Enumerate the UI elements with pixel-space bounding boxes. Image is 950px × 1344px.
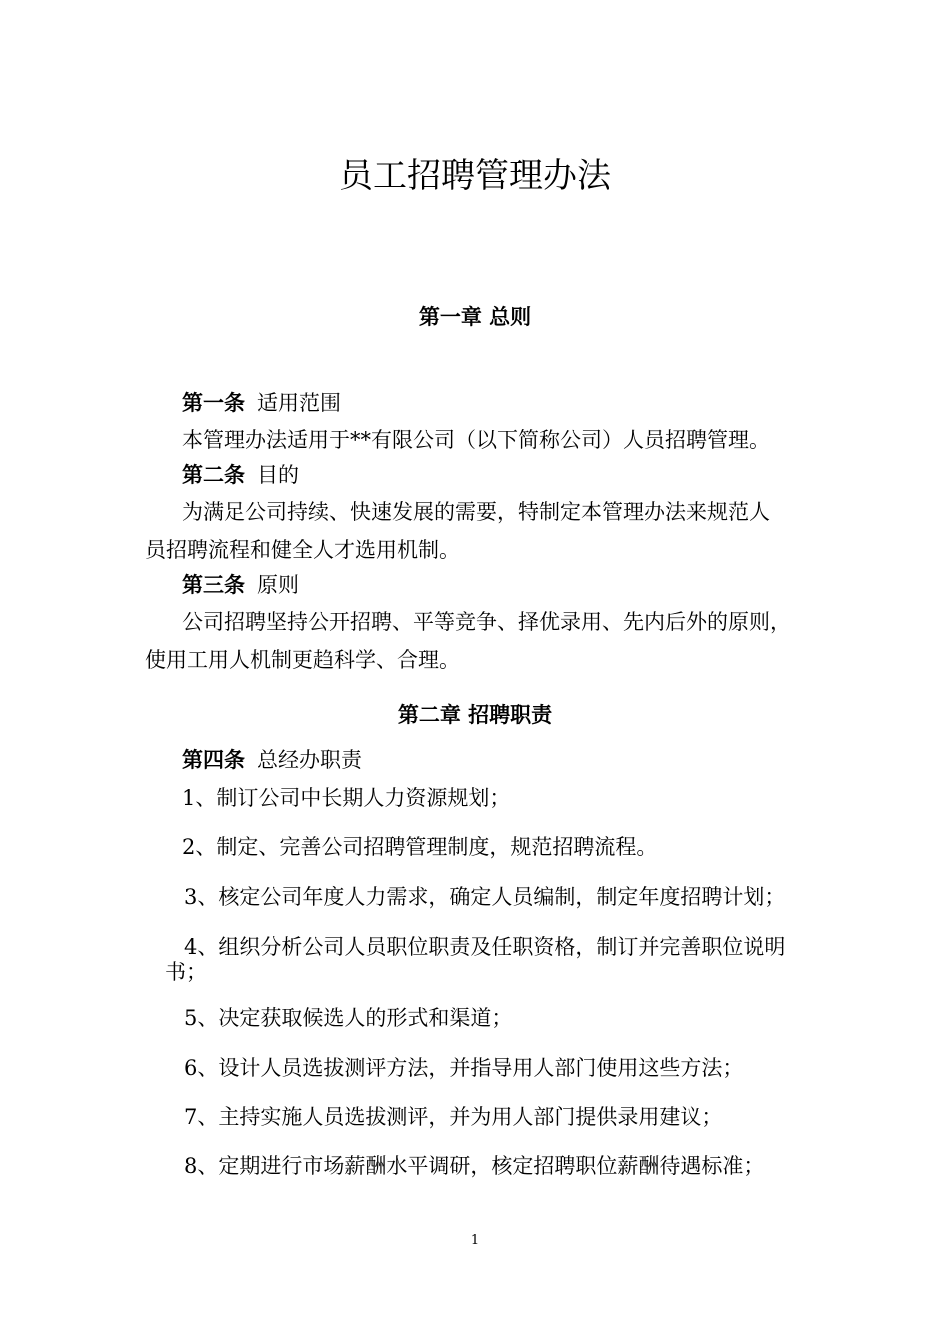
article-4-heading [182,745,362,775]
list-item: 5、决定获取候选人的形式和渠道； [184,1006,513,1030]
list-item: 6、设计人员选拔测评方法，并指导用人部门使用这些方法； [184,1056,744,1080]
list-item: 1、制订公司中长期人力资源规划； [182,786,511,810]
article-3-title: 原则 [257,573,299,597]
article-2-text-line-2: 员招聘流程和健全人才选用机制。 [145,538,460,562]
article-1-heading [182,388,341,418]
article-2-label: 第二条 [182,462,245,487]
article-3-heading [182,570,299,600]
article-2-title: 目的 [257,463,299,487]
document-title: 员工招聘管理办法 [339,156,611,196]
article-1-title: 适用范围 [257,391,341,415]
article-2-text-line-1: 为满足公司持续、快速发展的需要，特制定本管理办法来规范人 [182,500,770,524]
page-number: 1 [470,1233,480,1248]
article-1-label: 第一条 [182,390,245,415]
chapter-2-heading: 第二章 招聘职责 [397,702,553,727]
list-item: 8、定期进行市场薪酬水平调研，核定招聘职位薪酬待遇标准； [184,1154,765,1178]
list-item: 3、核定公司年度人力需求，确定人员编制，制定年度招聘计划； [184,885,786,909]
article-1-text: 本管理办法适用于**有限公司（以下简称公司）人员招聘管理。 [182,428,770,452]
chapter-1-heading: 第一章 总则 [418,304,532,329]
article-3-text-line-2: 使用工用人机制更趋科学、合理。 [145,648,460,672]
list-item: 7、主持实施人员选拔测评，并为用人部门提供录用建议； [184,1105,723,1129]
list-item-continuation: 书； [165,960,207,984]
article-2-heading [182,460,299,490]
article-4-label: 第四条 [182,747,245,772]
article-4-title: 总经办职责 [257,748,362,772]
list-item: 2、制定、完善公司招聘管理制度，规范招聘流程。 [182,835,658,859]
article-3-text-line-1: 公司招聘坚持公开招聘、平等竞争、择优录用、先内后外的原则， [182,610,791,634]
list-item: 4、组织分析公司人员职位职责及任职资格，制订并完善职位说明 [184,935,786,959]
article-3-label: 第三条 [182,572,245,597]
